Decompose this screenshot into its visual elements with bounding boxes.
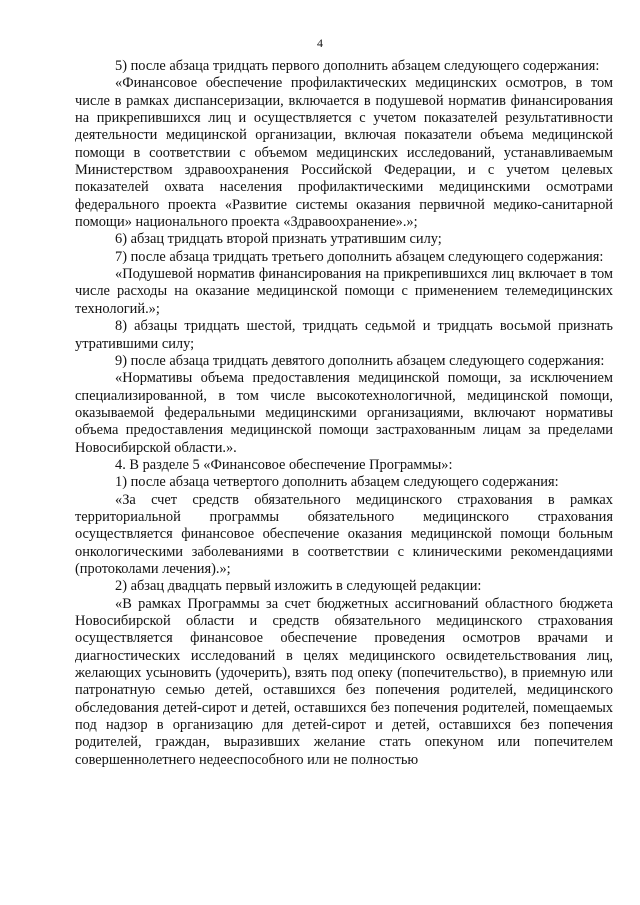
paragraph: «Подушевой норматив финансирования на прикрепившихся лиц включает в том числе расходы на оказание медицинской помощи с применением телемедицинских технологий.»; [75, 266, 613, 317]
paragraph: «В рамках Программы за счет бюджетных ассигнований областного бюджета Новосибирской области и средств обязательного медицинского страхования осуществляется финансовое обеспечение проведения осмотров врачами и диагностических исследований в целях медицинского освидетельствования лиц, желающих усыновить (удочерить), взять под опеку (попечительство), в приемную или патронатную семью детей, оставшихся без попечения родителей, медицинского обследования детей-сирот и детей, оставшихся без попечения родителей, помещаемых под надзор в организацию для детей-сирот и детей, оставшихся без попечения родителей, граждан, выразивших желание стать опекуном или попечителем совершеннолетнего недееспособного или не полностью [75, 595, 613, 768]
paragraph: 9) после абзаца тридцать девятого дополнить абзацем следующего содержания: [115, 352, 605, 369]
paragraph: 5) после абзаца тридцать первого дополнить абзацем следующего содержания: [115, 58, 600, 74]
document-body [75, 58, 613, 769]
page-number: 4 [317, 36, 323, 50]
paragraph: 4. В разделе 5 «Финансовое обеспечение Программы»: [115, 456, 453, 473]
paragraph: 2) абзац двадцать первый изложить в следующей редакции: [115, 578, 482, 595]
paragraph: 8) абзацы тридцать шестой, тридцать седьмой и тридцать восьмой признать утратившими силу; [75, 318, 613, 352]
paragraph: 1) после абзаца четвертого дополнить абзацем следующего содержания: [115, 474, 559, 491]
paragraph: «Финансовое обеспечение профилактических медицинских осмотров, в том числе в рамках диспансеризации, включается в подушевой норматив финансирования на прикрепившихся лиц и осуществляется с учетом показателей результативности деятельности медицинской организации, включая показатели объема медицинской помощи в соответствии с объемом медицинских исследований, устанавливаемым Министерством здравоохранения Российской Федерации, и с учетом целевых показателей охвата населения профилактическими медицинскими осмотрами федерального проекта «Развитие системы оказания первичной медико-санитарной помощи» национального проекта «Здравоохранение».»; [75, 75, 613, 231]
paragraph: 6) абзац тридцать второй признать утратившим силу; [115, 231, 442, 248]
paragraph: 7) после абзаца тридцать третьего дополнить абзацем следующего содержания: [115, 248, 604, 265]
paragraph: «Нормативы объема предоставления медицинской помощи, за исключением специализированной, в том числе высокотехнологичной, медицинской помощи, оказываемой федеральными медицинскими организациями, включают нормативы объема предоставления медицинской помощи застрахованным лицам за пределами Новосибирской области.». [75, 370, 613, 456]
paragraph: «За счет средств обязательного медицинского страхования в рамках территориальной программы обязательного медицинского страхования осуществляется финансовое обеспечение оказания медицинской помощи больным онкологическими заболеваниями в соответствии с клиническими рекомендациями (протоколами лечения).»; [75, 491, 613, 577]
